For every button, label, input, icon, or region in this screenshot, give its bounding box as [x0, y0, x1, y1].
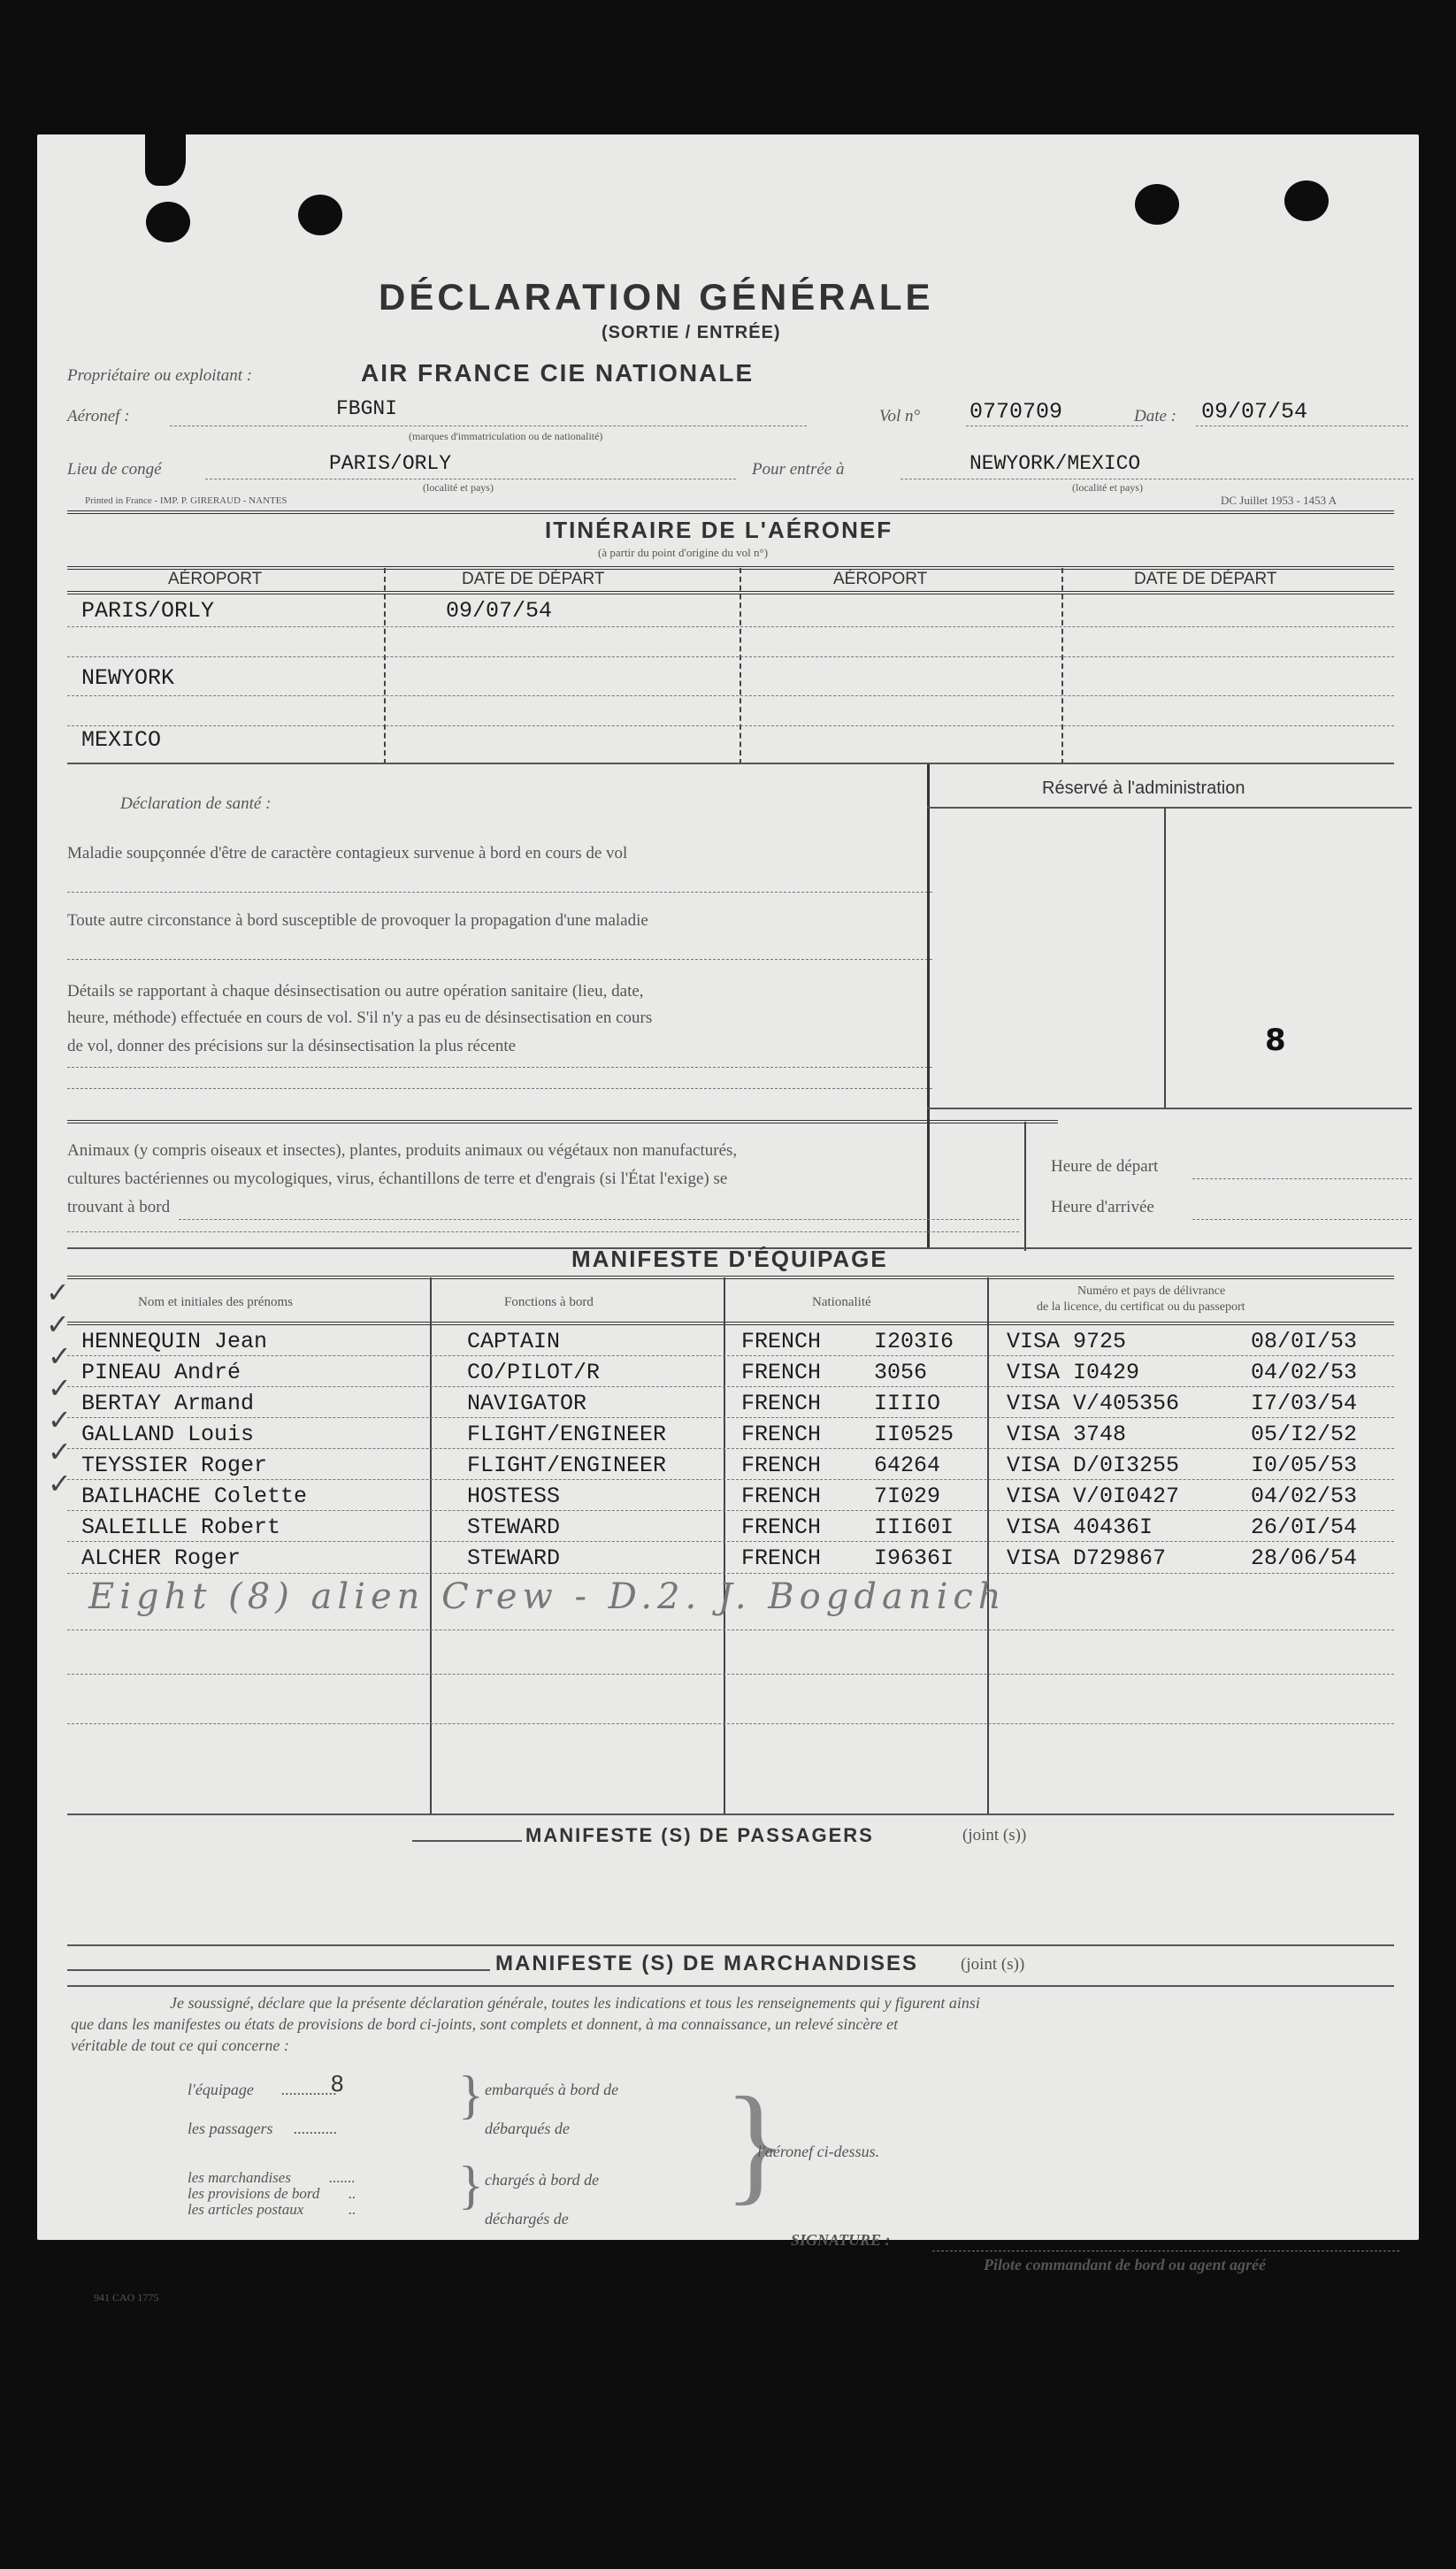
crew-license-8: I9636I [874, 1545, 954, 1571]
crew-visa-1: VISA 9725 [1007, 1329, 1127, 1354]
admin-col-divider [1164, 809, 1166, 1108]
aircraft-value: FBGNI [336, 397, 398, 420]
crew-role-1: CAPTAIN [467, 1329, 561, 1354]
health-rule-2 [67, 959, 932, 960]
crew-name-7: SALEILLE Robert [81, 1515, 281, 1540]
crew-visa-date-8: 28/06/54 [1251, 1545, 1358, 1571]
punch-hole-left-1 [146, 202, 190, 242]
animals-top [67, 1120, 1058, 1123]
itinerary-header-date-2: DATE DE DÉPART [1134, 570, 1277, 588]
crew-nationality-7: FRENCH [741, 1515, 822, 1540]
crew-visa-date-2: 04/02/53 [1251, 1360, 1358, 1385]
crew-role-5: FLIGHT/ENGINEER [467, 1453, 667, 1478]
brace-icon: } [724, 2070, 787, 2217]
itinerary-date-1: 09/07/54 [446, 598, 553, 624]
decl-goods-dots: ....... [329, 2169, 356, 2186]
form-number: 941 CAO 1775 [94, 2291, 159, 2304]
cargo-bottom [67, 1985, 1394, 1987]
flight-label: Vol n° [879, 407, 921, 426]
crew-row-line-5 [67, 1479, 1394, 1480]
crew-nationality-4: FRENCH [741, 1422, 822, 1447]
aircraft-label: Aéronef : [67, 407, 130, 426]
cargo-suffix: (joint (s)) [961, 1955, 1025, 1974]
crew-row-line-7 [67, 1541, 1394, 1542]
crew-row-line-10 [67, 1674, 1394, 1675]
crew-row-line-2 [67, 1386, 1394, 1387]
animals-line-1: Animaux (y compris oiseaux et insectes), plantes, produits animaux ou végétaux non manufacturés, [67, 1141, 738, 1160]
decl-mail-dots: .. [349, 2201, 356, 2218]
itinerary-subtitle: (à partir du point d'origine du vol n°) [598, 546, 769, 559]
crew-visa-date-6: 04/02/53 [1251, 1484, 1358, 1509]
decl-crew-label: l'équipage [188, 2081, 254, 2098]
crew-visa-date-5: I0/05/53 [1251, 1453, 1358, 1478]
owner-value: AIR FRANCE CIE NATIONALE [361, 359, 755, 387]
animals-rule-1 [179, 1219, 1019, 1220]
itinerary-header-airport-1: AÉROPORT [168, 570, 263, 588]
crew-row-line-6 [67, 1510, 1394, 1511]
signature-label: SIGNATURE : [791, 2231, 891, 2249]
crew-header-nationality: Nationalité [812, 1295, 871, 1309]
animals-rule-2 [67, 1231, 1019, 1232]
check-mark-icon: ✓ [48, 1467, 72, 1500]
health-line-1: Maladie soupçonnée d'être de caractère contagieux survenue à bord en cours de vol [67, 844, 628, 863]
check-mark-icon: ✓ [48, 1403, 72, 1437]
crew-visa-date-4: 05/I2/52 [1251, 1422, 1358, 1447]
passengers-suffix: (joint (s)) [962, 1826, 1027, 1844]
decl-crew-count: 8 [331, 2070, 344, 2097]
form-title: DÉCLARATION GÉNÉRALE [379, 276, 934, 318]
crew-col-divider-2 [724, 1277, 725, 1814]
punch-hole-right-1 [1135, 184, 1179, 225]
date-value: 09/07/54 [1201, 399, 1308, 425]
flight-value: 0770709 [969, 399, 1063, 425]
health-line-3a: Détails se rapportant à chaque désinsectisation ou autre opération sanitaire (lieu, date, [67, 982, 644, 1001]
crew-bottom [67, 1814, 1394, 1815]
crew-role-3: NAVIGATOR [467, 1391, 587, 1416]
crew-role-6: HOSTESS [467, 1484, 561, 1509]
crew-license-3: IIIIO [874, 1391, 941, 1416]
crew-role-8: STEWARD [467, 1545, 561, 1571]
passengers-bottom [67, 1944, 1394, 1946]
arrival-time-label: Heure d'arrivée [1051, 1198, 1154, 1216]
crew-header-top [67, 1276, 1394, 1279]
crew-col-divider-1 [430, 1277, 432, 1814]
crew-nationality-5: FRENCH [741, 1453, 822, 1478]
health-line-3b: heure, méthode) effectuée en cours de vol. S'il n'y a pas eu de désinsectisation en cours [67, 1008, 653, 1027]
crew-header-bottom [67, 1322, 1394, 1325]
crew-row-line-11 [67, 1723, 1394, 1724]
header-divider [67, 510, 1394, 514]
cargo-title: MANIFESTE (S) DE MARCHANDISES [495, 1952, 919, 1975]
torn-corner [145, 134, 186, 186]
itinerary-col-divider-3 [1061, 568, 1063, 764]
check-mark-icon: ✓ [48, 1435, 72, 1469]
crew-name-2: PINEAU André [81, 1360, 241, 1385]
health-line-2: Toute autre circonstance à bord susceptible de provoquer la propagation d'une maladie [67, 911, 648, 930]
animals-right-border [1024, 1122, 1026, 1251]
itinerary-row-line-1 [67, 626, 1394, 627]
health-title: Déclaration de santé : [120, 794, 272, 813]
crew-visa-8: VISA D729867 [1007, 1545, 1167, 1571]
decl-loaded: chargés à bord de [485, 2171, 600, 2189]
crew-license-2: 3056 [874, 1360, 928, 1385]
admin-title-rule [927, 807, 1412, 809]
decl-passengers-dots: ........... [294, 2120, 338, 2137]
admin-stamp: 8 [1265, 1023, 1286, 1058]
itinerary-airport-3: MEXICO [81, 727, 162, 753]
departure-time-label: Heure de départ [1051, 1157, 1159, 1176]
animals-line-2: cultures bactériennes ou mycologiques, virus, échantillons de terre et d'engrais (si l'État l'exige) se [67, 1169, 728, 1188]
crew-row-line-1 [67, 1355, 1394, 1356]
departure-time-rule [1192, 1178, 1412, 1179]
signature-caption: Pilote commandant de bord ou agent agréé [984, 2256, 1266, 2274]
itinerary-header-airport-2: AÉROPORT [833, 570, 928, 588]
decl-aircraft-ref: l'aéronef ci-dessus. [757, 2143, 880, 2160]
itinerary-row-line-4 [67, 725, 1394, 726]
departure-place-caption: (localité et pays) [423, 481, 494, 494]
crew-visa-date-3: I7/03/54 [1251, 1391, 1358, 1416]
crew-visa-5: VISA D/0I3255 [1007, 1453, 1180, 1478]
arrival-place-value: NEWYORK/MEXICO [969, 452, 1141, 475]
health-rule-4 [67, 1088, 932, 1089]
crew-role-4: FLIGHT/ENGINEER [467, 1422, 667, 1447]
admin-box [927, 764, 1416, 1249]
decl-unloaded: déchargés de [485, 2210, 569, 2228]
crew-role-7: STEWARD [467, 1515, 561, 1540]
check-mark-icon: ✓ [48, 1371, 72, 1405]
punch-hole-left-2 [298, 195, 342, 235]
arrival-time-rule [1192, 1219, 1412, 1220]
crew-visa-7: VISA 40436I [1007, 1515, 1153, 1540]
crew-nationality-8: FRENCH [741, 1545, 822, 1571]
crew-name-3: BERTAY Armand [81, 1391, 255, 1416]
crew-header-name: Nom et initiales des prénoms [138, 1295, 293, 1309]
itinerary-col-divider-2 [739, 568, 741, 764]
animals-line-3: trouvant à bord [67, 1198, 171, 1216]
decl-disembarked: débarqués de [485, 2120, 570, 2137]
admin-title: Réservé à l'administration [1042, 778, 1245, 798]
declaration-line-1: Je soussigné, déclare que la présente déclaration générale, toutes les indications et tous les renseignements qui y figurent ainsi [170, 1994, 980, 2012]
decl-crew-dots: .............. [281, 2081, 337, 2098]
owner-label: Propriétaire ou exploitant : [67, 366, 253, 385]
crew-visa-date-1: 08/0I/53 [1251, 1329, 1358, 1354]
crew-license-6: 7I029 [874, 1484, 941, 1509]
aircraft-caption: (marques d'immatriculation ou de nationalité) [409, 430, 603, 442]
declaration-line-2: que dans les manifestes ou états de provisions de bord ci-joints, sont complets et donnent, à ma connaissance, un relevé sincère et [71, 2015, 899, 2033]
declaration-line-3: véritable de tout ce qui concerne : [71, 2036, 289, 2054]
crew-visa-date-7: 26/0I/54 [1251, 1515, 1358, 1540]
health-line-3c: de vol, donner des précisions sur la désinsectisation la plus récente [67, 1037, 517, 1055]
arrival-place-label: Pour entrée à [752, 460, 845, 479]
decl-mail-label: les articles postaux [188, 2201, 304, 2218]
form-subtitle: (SORTIE / ENTRÉE) [602, 323, 781, 342]
itinerary-header-bottom [67, 591, 1394, 594]
cargo-rule-left [67, 1969, 490, 1971]
itinerary-row-line-3 [67, 695, 1394, 696]
decl-goods-label: les marchandises [188, 2169, 291, 2186]
check-mark-icon: ✓ [46, 1308, 70, 1341]
crew-title: MANIFESTE D'ÉQUIPAGE [571, 1246, 888, 1272]
admin-bottom-rule [927, 1108, 1412, 1109]
crew-name-5: TEYSSIER Roger [81, 1453, 268, 1478]
crew-row-line-4 [67, 1448, 1394, 1449]
crew-name-8: ALCHER Roger [81, 1545, 241, 1571]
crew-visa-2: VISA I0429 [1007, 1360, 1140, 1385]
decl-provisions-dots: .. [349, 2185, 356, 2202]
crew-row-line-8 [67, 1573, 1394, 1574]
crew-name-4: GALLAND Louis [81, 1422, 255, 1447]
passengers-rule-left [412, 1840, 522, 1842]
crew-license-5: 64264 [874, 1453, 941, 1478]
crew-nationality-2: FRENCH [741, 1360, 822, 1385]
form-code: DC Juillet 1953 - 1453 A [1221, 494, 1337, 507]
crew-header-license-2: de la licence, du certificat ou du passeport [1037, 1300, 1245, 1314]
decl-embarked: embarqués à bord de [485, 2081, 619, 2098]
declaration-form-sheet [37, 134, 1419, 2304]
departure-place-value: PARIS/ORLY [329, 452, 452, 475]
brace-icon: } [458, 2066, 484, 2124]
crew-row-line-3 [67, 1417, 1394, 1418]
decl-provisions-label: les provisions de bord [188, 2185, 320, 2202]
crew-nationality-6: FRENCH [741, 1484, 822, 1509]
itinerary-airport-2: NEWYORK [81, 665, 175, 691]
date-label: Date : [1134, 407, 1177, 426]
itinerary-header-date-1: DATE DE DÉPART [462, 570, 605, 588]
crew-visa-3: VISA V/405356 [1007, 1391, 1180, 1416]
crew-visa-6: VISA V/0I0427 [1007, 1484, 1180, 1509]
crew-visa-4: VISA 3748 [1007, 1422, 1127, 1447]
crew-header-license-1: Numéro et pays de délivrance [1077, 1284, 1226, 1298]
crew-license-4: II0525 [874, 1422, 954, 1447]
itinerary-airport-1: PARIS/ORLY [81, 598, 215, 624]
check-mark-icon: ✓ [48, 1339, 72, 1373]
crew-name-6: BAILHACHE Colette [81, 1484, 308, 1509]
crew-role-2: CO/PILOT/R [467, 1360, 601, 1385]
crew-name-1: HENNEQUIN Jean [81, 1329, 268, 1354]
crew-col-divider-3 [987, 1277, 989, 1814]
crew-nationality-3: FRENCH [741, 1391, 822, 1416]
passengers-title: MANIFESTE (S) DE PASSAGERS [525, 1824, 874, 1846]
punch-hole-right-2 [1284, 180, 1329, 221]
handwritten-crew-note: Eight (8) alien Crew - D.2. J. Bogdanich [88, 1576, 1007, 1617]
itinerary-row-line-2 [67, 656, 1394, 657]
decl-passengers-label: les passagers [188, 2120, 273, 2137]
health-rule-3 [67, 1067, 932, 1068]
crew-header-role: Fonctions à bord [504, 1295, 594, 1309]
itinerary-col-divider-1 [384, 568, 386, 764]
crew-license-7: III60I [874, 1515, 954, 1540]
itinerary-title: ITINÉRAIRE DE L'AÉRONEF [545, 517, 893, 543]
check-mark-icon: ✓ [46, 1276, 70, 1309]
arrival-place-caption: (localité et pays) [1072, 481, 1143, 494]
health-rule-1 [67, 892, 932, 893]
departure-place-label: Lieu de congé [67, 460, 162, 479]
crew-license-1: I203I6 [874, 1329, 954, 1354]
printer-credit: Printed in France - IMP. P. GIRERAUD - NANTES [85, 495, 287, 506]
brace-icon: } [458, 2156, 484, 2214]
crew-nationality-1: FRENCH [741, 1329, 822, 1354]
